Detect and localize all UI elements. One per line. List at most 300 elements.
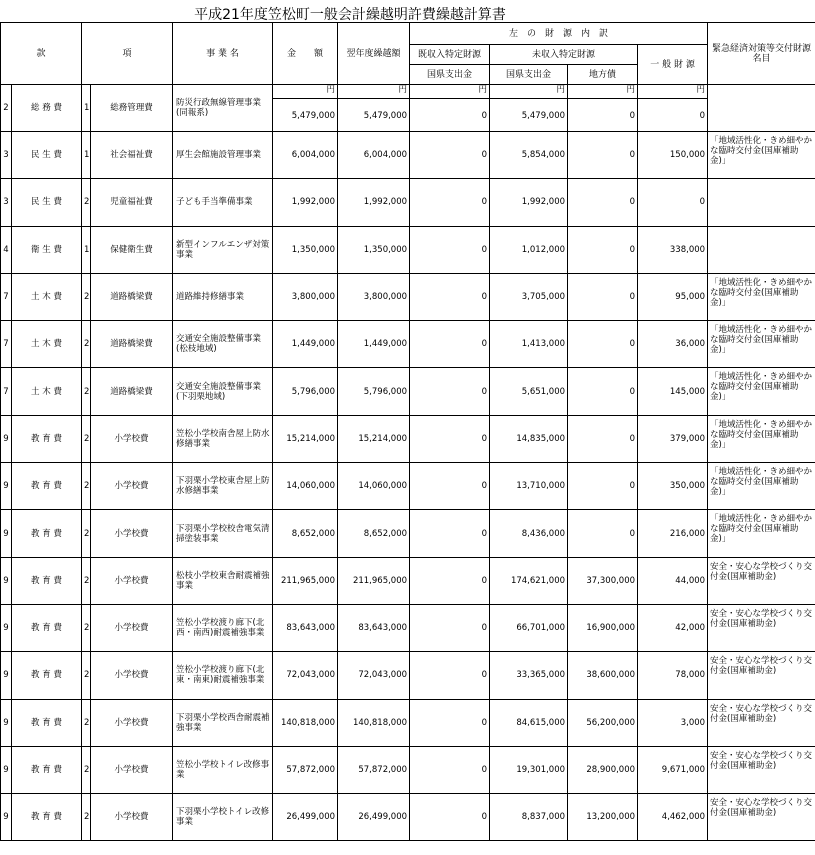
cell-kingaku-value: 211,965,000 (280, 575, 336, 586)
cell-note (708, 652, 815, 699)
cell-kan-no-value: 9 (3, 528, 9, 539)
cell-chihousai (568, 132, 638, 179)
cell-kou-no (82, 463, 91, 510)
cell-jigyo-value: 新型インフルエンザ対策事業 (176, 239, 270, 260)
cell-ippan (638, 85, 708, 132)
cell-kokuken (490, 132, 568, 179)
cell-chihousai-value: 0 (629, 433, 636, 444)
cell-kan-no (1, 415, 12, 462)
cell-kan-no (1, 132, 12, 179)
cell-yokunen-value: 57,872,000 (358, 765, 408, 775)
cell-note (708, 699, 815, 746)
cell-yokunen (338, 179, 410, 226)
cell-ippan (638, 463, 708, 510)
cell-kan (12, 652, 82, 699)
cell-kishunyu-value: 0 (481, 528, 488, 539)
cell-ippan (638, 132, 708, 179)
cell-note-value: 安全・安心な学校づくり交付金(国庫補助金) (710, 703, 813, 724)
cell-note (708, 179, 815, 226)
table-row (1, 273, 815, 320)
cell-kou-no (82, 746, 91, 793)
cell-kan-value: 土 木 費 (31, 386, 62, 397)
cell-kishunyu (410, 557, 490, 604)
cell-yokunen-value: 1,992,000 (363, 197, 408, 208)
cell-chihousai (568, 463, 638, 510)
cell-kou-no (82, 132, 91, 179)
cell-kan-value: 総 務 費 (31, 103, 62, 113)
cell-kan-no (1, 321, 12, 368)
cell-kishunyu (410, 604, 490, 651)
header-kishunyu: 既収入特定財源 (410, 45, 490, 65)
cell-note-value: 「地域活性化・きめ細やかな臨時交付金(国庫補助金)」 (710, 325, 813, 356)
cell-kou-no-value: 1 (84, 244, 90, 255)
cell-kingaku-value: 3,800,000 (291, 292, 336, 303)
cell-kou (91, 415, 173, 462)
cell-kou (91, 368, 173, 415)
cell-kingaku (273, 368, 338, 415)
cell-kingaku (273, 794, 338, 841)
cell-kokuken-value: 174,621,000 (510, 575, 566, 586)
cell-kishunyu (410, 510, 490, 557)
cell-ippan-value: 36,000 (675, 339, 706, 350)
cell-ippan (638, 321, 708, 368)
cell-kingaku-value: 72,043,000 (286, 670, 336, 681)
cell-ippan (638, 604, 708, 651)
cell-kou-no-value: 2 (84, 717, 90, 728)
cell-kokuken (490, 85, 568, 132)
cell-kan-no-value: 9 (3, 575, 9, 586)
cell-jigyo (173, 132, 273, 179)
cell-note-value: 安全・安心な学校づくり交付金(国庫補助金) (710, 608, 813, 629)
cell-yokunen (338, 463, 410, 510)
cell-chihousai (568, 368, 638, 415)
cell-jigyo (173, 699, 273, 746)
table-row (1, 557, 815, 604)
cell-kan (12, 368, 82, 415)
cell-ippan-value: 44,000 (675, 575, 706, 586)
table-row (1, 85, 815, 132)
cell-kishunyu-value: 0 (481, 481, 488, 492)
cell-kingaku-value: 140,818,000 (280, 717, 336, 728)
cell-kou-value: 小学校費 (114, 812, 149, 823)
cell-ippan (638, 415, 708, 462)
cell-note (708, 226, 815, 273)
cell-kingaku (273, 699, 338, 746)
cell-ippan-value: 4,462,000 (661, 812, 706, 823)
cell-kingaku (273, 510, 338, 557)
cell-kingaku-value: 1,449,000 (291, 339, 336, 350)
cell-kou-no (82, 321, 91, 368)
cell-chihousai-value: 0 (629, 481, 636, 492)
cell-kan-value: 衛 生 費 (31, 244, 62, 255)
cell-yokunen (338, 510, 410, 557)
cell-kishunyu (410, 652, 490, 699)
cell-ippan (638, 652, 708, 699)
cell-kou-no-value: 2 (84, 481, 90, 492)
cell-kishunyu-value: 0 (481, 670, 488, 681)
unit-label: 円 (568, 85, 637, 99)
cell-ippan-value: 338,000 (669, 244, 706, 255)
cell-kan-no-value: 9 (3, 481, 9, 492)
cell-jigyo-value: 交通安全施設整備事業(下羽栗地域) (176, 381, 262, 402)
cell-kishunyu (410, 273, 490, 320)
cell-kan-no (1, 794, 12, 841)
cell-chihousai (568, 652, 638, 699)
cell-kokuken (490, 226, 568, 273)
cell-kishunyu-value: 0 (481, 386, 488, 397)
cell-kan-no (1, 273, 12, 320)
cell-yokunen (338, 652, 410, 699)
cell-kokuken (490, 510, 568, 557)
cell-kou (91, 85, 173, 132)
cell-kou-no (82, 273, 91, 320)
header-kingaku: 金 額 (273, 23, 338, 85)
cell-kou (91, 604, 173, 651)
cell-kou-no (82, 510, 91, 557)
cell-kokuken (490, 463, 568, 510)
table-row (1, 463, 815, 510)
cell-chihousai (568, 226, 638, 273)
cell-kingaku-value: 83,643,000 (286, 623, 336, 634)
cell-jigyo (173, 510, 273, 557)
cell-kan-no (1, 652, 12, 699)
unit-label: 円 (273, 85, 337, 99)
cell-kou (91, 794, 173, 841)
header-kou: 項 (82, 23, 173, 85)
cell-kokuken-value: 1,413,000 (521, 339, 566, 350)
cell-yokunen-value: 140,818,000 (352, 717, 408, 728)
cell-yokunen (338, 699, 410, 746)
cell-chihousai (568, 794, 638, 841)
cell-jigyo-value: 松枝小学校東舎耐震補強事業 (176, 570, 270, 591)
table-row (1, 368, 815, 415)
cell-kou-no-value: 2 (84, 623, 90, 634)
cell-chihousai-value: 28,900,000 (586, 765, 636, 775)
cell-jigyo-value: 笠松小学校南舎屋上防水修繕事業 (176, 428, 270, 449)
cell-kokuken-value: 1,012,000 (521, 244, 566, 255)
cell-kan-value: 教 育 費 (31, 623, 62, 634)
cell-chihousai-value: 0 (629, 292, 636, 303)
cell-yokunen (338, 273, 410, 320)
cell-chihousai-value: 16,900,000 (586, 623, 636, 634)
cell-kou-value: 道路橋梁費 (110, 292, 153, 303)
cell-kan-no (1, 746, 12, 793)
cell-kan-no-value: 7 (3, 386, 9, 397)
cell-kishunyu-value: 0 (481, 623, 488, 634)
cell-jigyo (173, 368, 273, 415)
cell-kokuken-value: 8,436,000 (521, 528, 566, 539)
cell-kokuken (490, 652, 568, 699)
cell-kishunyu-value: 0 (481, 244, 488, 255)
cell-kan-value: 教 育 費 (31, 717, 62, 728)
table-row (1, 321, 815, 368)
cell-kan (12, 463, 82, 510)
cell-kou-no (82, 226, 91, 273)
cell-kingaku-value: 5,796,000 (291, 386, 336, 397)
cell-kishunyu (410, 321, 490, 368)
cell-jigyo (173, 604, 273, 651)
cell-kou-no-value: 2 (84, 812, 90, 823)
cell-kan-value: 教 育 費 (31, 670, 62, 681)
cell-jigyo (173, 415, 273, 462)
cell-jigyo (173, 321, 273, 368)
cell-kokuken (490, 604, 568, 651)
cell-yokunen-value: 83,643,000 (358, 623, 408, 634)
cell-yokunen-value: 1,350,000 (363, 244, 408, 255)
header-kan: 款 (1, 23, 82, 85)
header-jigyo: 事 業 名 (173, 23, 273, 85)
cell-kan-value: 民 生 費 (31, 150, 62, 161)
cell-kan (12, 746, 82, 793)
cell-yokunen-value: 3,800,000 (363, 292, 408, 303)
carryover-table (0, 22, 815, 841)
cell-kingaku (273, 463, 338, 510)
cell-kokuken-value: 5,479,000 (521, 111, 566, 121)
cell-kishunyu-value: 0 (481, 433, 488, 444)
cell-jigyo-value: 道路維持修繕事業 (176, 292, 245, 303)
table-row (1, 415, 815, 462)
cell-kokuken-value: 8,837,000 (521, 812, 566, 823)
cell-jigyo-value: 下羽栗小学校西舎耐震補強事業 (176, 712, 270, 733)
cell-kan-value: 教 育 費 (31, 433, 62, 444)
cell-kou-no (82, 794, 91, 841)
cell-yokunen-value: 6,004,000 (363, 150, 408, 161)
cell-kan (12, 273, 82, 320)
cell-kokuken (490, 557, 568, 604)
cell-ippan-value: 216,000 (669, 528, 706, 539)
cell-kou-value: 小学校費 (114, 765, 149, 775)
cell-kingaku-value: 5,479,000 (291, 111, 336, 121)
cell-ippan-value: 150,000 (669, 150, 706, 161)
cell-kou (91, 226, 173, 273)
cell-kokuken-value: 19,301,000 (516, 765, 566, 775)
table-row (1, 132, 815, 179)
cell-kan-value: 民 生 費 (31, 197, 62, 208)
table-row (1, 699, 815, 746)
cell-kou-no-value: 2 (84, 386, 90, 397)
cell-jigyo-value: 交通安全施設整備事業(松枝地域) (176, 334, 262, 355)
cell-ippan (638, 226, 708, 273)
cell-kingaku (273, 226, 338, 273)
cell-kingaku (273, 85, 338, 132)
cell-note-value: 「地域活性化・きめ細やかな臨時交付金(国庫補助金)」 (710, 136, 813, 166)
cell-kan (12, 226, 82, 273)
cell-note (708, 132, 815, 179)
cell-kokuken (490, 321, 568, 368)
cell-ippan-value: 350,000 (669, 481, 706, 492)
cell-kokuken-value: 66,701,000 (516, 623, 566, 634)
cell-kokuken-value: 84,615,000 (516, 717, 566, 728)
cell-note-value: 「地域活性化・きめ細やかな臨時交付金(国庫補助金)」 (710, 467, 813, 498)
cell-ippan (638, 746, 708, 793)
cell-jigyo-value: 下羽栗小学校トイレ改修事業 (176, 807, 270, 828)
table-row (1, 794, 815, 841)
cell-kan (12, 132, 82, 179)
cell-kou-no (82, 557, 91, 604)
cell-kingaku-value: 14,060,000 (286, 481, 336, 492)
cell-kan-no (1, 179, 12, 226)
cell-kokuken-value: 13,710,000 (516, 481, 566, 492)
cell-kan-no-value: 2 (3, 103, 9, 113)
cell-note-value: 「地域活性化・きめ細やかな臨時交付金(国庫補助金)」 (710, 277, 813, 308)
cell-jigyo-value: 笠松小学校渡り廊下(北東・南東)耐震補強事業 (176, 665, 265, 686)
cell-kou-no-value: 2 (84, 670, 90, 681)
cell-ippan (638, 273, 708, 320)
cell-kou-no-value: 1 (84, 103, 90, 113)
cell-kou (91, 463, 173, 510)
cell-kou-no (82, 368, 91, 415)
cell-kokuken-value: 1,992,000 (521, 197, 566, 208)
cell-jigyo-value: 下羽栗小学校東舎屋上防水修繕事業 (176, 476, 270, 497)
cell-kokuken (490, 179, 568, 226)
cell-chihousai-value: 0 (629, 339, 636, 350)
cell-kan-no (1, 85, 12, 132)
cell-kou-no-value: 2 (84, 575, 90, 586)
cell-kan-no-value: 9 (3, 433, 9, 444)
cell-note (708, 273, 815, 320)
cell-kan (12, 510, 82, 557)
cell-kan-value: 教 育 費 (31, 812, 62, 823)
cell-kingaku (273, 415, 338, 462)
cell-kingaku (273, 321, 338, 368)
cell-chihousai-value: 0 (629, 197, 636, 208)
cell-kan-no-value: 3 (3, 197, 9, 208)
cell-note-value: 「地域活性化・きめ細やかな臨時交付金(国庫補助金)」 (710, 514, 813, 545)
cell-chihousai-value: 0 (629, 111, 636, 121)
cell-kan (12, 699, 82, 746)
cell-chihousai (568, 179, 638, 226)
cell-kan-value: 教 育 費 (31, 481, 62, 492)
cell-kishunyu (410, 179, 490, 226)
cell-kan-no-value: 9 (3, 765, 9, 775)
cell-jigyo-value: 厚生会館施設管理事業 (176, 150, 262, 161)
cell-yokunen-value: 8,652,000 (363, 528, 408, 539)
cell-kan-value: 教 育 費 (31, 575, 62, 586)
table-row (1, 652, 815, 699)
cell-note-value: 安全・安心な学校づくり交付金(国庫補助金) (710, 656, 813, 677)
header-kokuken2: 国県支出金 (490, 65, 568, 85)
cell-jigyo-value: 笠松小学校トイレ改修事業 (176, 760, 270, 780)
header-zaigen: 左 の 財 源 内 訳 (410, 23, 708, 45)
cell-note (708, 415, 815, 462)
cell-note (708, 557, 815, 604)
cell-kokuken-value: 3,705,000 (521, 292, 566, 303)
cell-kingaku-value: 57,872,000 (286, 765, 336, 775)
cell-kishunyu-value: 0 (481, 812, 488, 823)
cell-kou (91, 652, 173, 699)
header-kokuken1: 国県支出金 (410, 65, 490, 85)
cell-kan-no-value: 9 (3, 623, 9, 634)
cell-kishunyu-value: 0 (481, 575, 488, 586)
cell-kou-value: 児童福祉費 (110, 197, 153, 208)
cell-jigyo (173, 226, 273, 273)
cell-kingaku-value: 6,004,000 (291, 150, 336, 161)
cell-kishunyu-value: 0 (481, 111, 488, 121)
cell-kou-no (82, 415, 91, 462)
cell-kou-value: 小学校費 (114, 481, 149, 492)
cell-kingaku (273, 132, 338, 179)
cell-kou-value: 小学校費 (114, 575, 149, 586)
cell-kou (91, 699, 173, 746)
header-chihousai: 地方債 (568, 65, 638, 85)
cell-kan-value: 教 育 費 (31, 765, 62, 775)
cell-kingaku-value: 1,992,000 (291, 197, 336, 208)
cell-note-value: 安全・安心な学校づくり交付金(国庫補助金) (710, 798, 813, 819)
cell-jigyo (173, 652, 273, 699)
cell-yokunen (338, 132, 410, 179)
cell-chihousai (568, 557, 638, 604)
cell-jigyo-value: 笠松小学校渡り廊下(北西・南西)耐震補強事業 (176, 618, 265, 639)
cell-kokuken (490, 794, 568, 841)
cell-chihousai-value: 0 (629, 244, 636, 255)
cell-kan (12, 321, 82, 368)
cell-ippan-value: 42,000 (675, 623, 706, 634)
cell-kou (91, 273, 173, 320)
cell-jigyo-value: 防災行政無線管理事業(同報系) (176, 98, 262, 118)
cell-kou-value: 総務管理費 (110, 103, 153, 113)
cell-kingaku-value: 8,652,000 (291, 528, 336, 539)
cell-ippan-value: 95,000 (675, 292, 706, 303)
cell-kan-no (1, 368, 12, 415)
cell-note (708, 794, 815, 841)
cell-kou-no-value: 2 (84, 433, 90, 444)
cell-kan-no-value: 9 (3, 717, 9, 728)
cell-ippan-value: 379,000 (669, 433, 706, 444)
cell-ippan-value: 9,671,000 (661, 765, 706, 775)
cell-chihousai (568, 604, 638, 651)
cell-yokunen (338, 746, 410, 793)
cell-note-value: 「地域活性化・きめ細やかな臨時交付金(国庫補助金)」 (710, 372, 813, 403)
table-row (1, 604, 815, 651)
cell-kan (12, 794, 82, 841)
cell-kishunyu-value: 0 (481, 765, 488, 775)
cell-kishunyu (410, 415, 490, 462)
cell-ippan (638, 699, 708, 746)
cell-jigyo (173, 273, 273, 320)
cell-yokunen (338, 368, 410, 415)
document-title: 平成21年度笠松町一般会計繰越明許費繰越計算書 (194, 7, 506, 23)
cell-note-value: 安全・安心な学校づくり交付金(国庫補助金) (710, 561, 813, 582)
cell-kan-no-value: 7 (3, 292, 9, 303)
cell-note (708, 510, 815, 557)
cell-kishunyu (410, 746, 490, 793)
cell-kan-no (1, 463, 12, 510)
cell-yokunen (338, 415, 410, 462)
table-row (1, 226, 815, 273)
cell-kishunyu-value: 0 (481, 197, 488, 208)
cell-kokuken (490, 746, 568, 793)
cell-kokuken-value: 5,854,000 (521, 150, 566, 161)
cell-jigyo-value: 下羽栗小学校校舎電気清掃塗装事業 (176, 523, 270, 544)
cell-chihousai (568, 510, 638, 557)
cell-kou-no (82, 652, 91, 699)
cell-kou-value: 道路橋梁費 (110, 386, 153, 397)
table-header (1, 23, 815, 85)
cell-kan (12, 604, 82, 651)
cell-kou (91, 746, 173, 793)
cell-note (708, 368, 815, 415)
cell-kou (91, 179, 173, 226)
cell-kan (12, 179, 82, 226)
cell-kishunyu-value: 0 (481, 339, 488, 350)
cell-kan-value: 土 木 費 (31, 292, 62, 303)
cell-kokuken (490, 699, 568, 746)
cell-jigyo (173, 85, 273, 132)
cell-kan (12, 557, 82, 604)
cell-kou-no (82, 604, 91, 651)
cell-chihousai (568, 321, 638, 368)
cell-kingaku-value: 15,214,000 (286, 433, 336, 444)
